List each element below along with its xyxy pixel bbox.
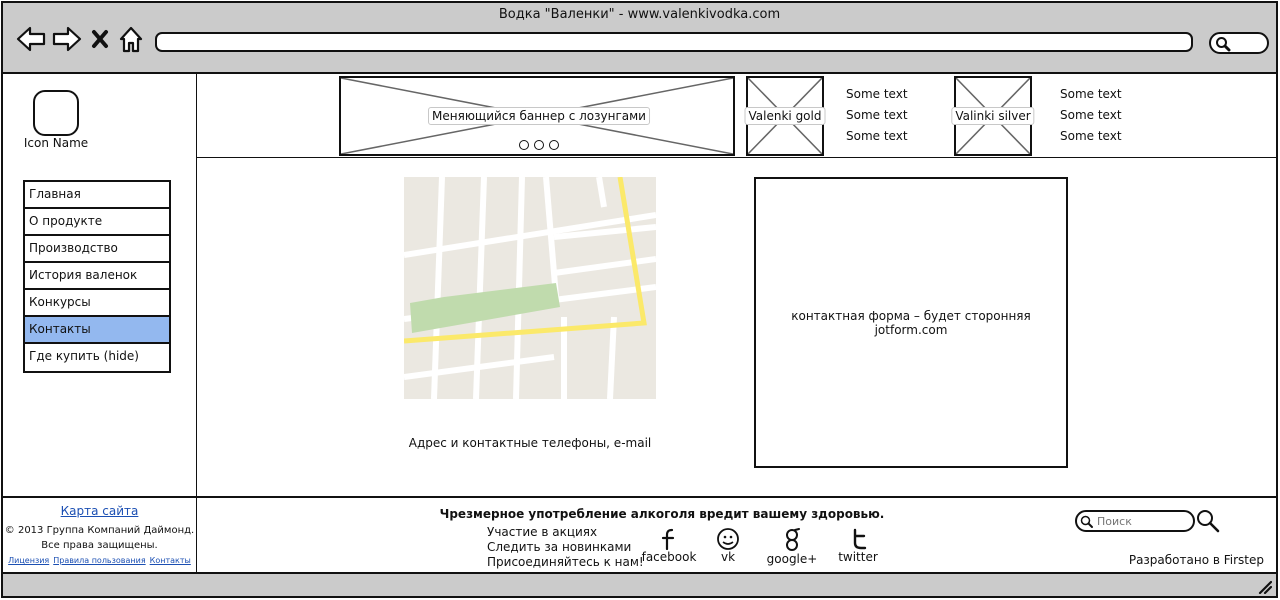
home-icon xyxy=(118,25,144,53)
social-vk[interactable] xyxy=(706,528,750,564)
browser-window xyxy=(1,1,1278,598)
stop-button[interactable] xyxy=(88,23,112,55)
forward-button[interactable] xyxy=(51,23,83,55)
product-silver-text: Some text xyxy=(1060,87,1122,101)
product-gold-label: Valenki gold xyxy=(745,107,826,125)
banner-dot[interactable] xyxy=(534,140,544,150)
product-silver-image[interactable] xyxy=(954,76,1032,156)
google-plus-icon xyxy=(782,528,802,552)
footer-link-news[interactable]: Следить за новинками xyxy=(487,540,632,554)
product-gold-texts xyxy=(846,84,908,147)
nav-item-contests[interactable]: Конкурсы xyxy=(25,290,169,317)
map-icon xyxy=(404,177,656,399)
product-gold-image[interactable] xyxy=(746,76,824,156)
address-bar[interactable] xyxy=(155,32,1193,52)
product-gold-text: Some text xyxy=(846,87,908,101)
search-icon xyxy=(1080,515,1094,529)
sitemap-link[interactable]: Карта сайта xyxy=(60,504,139,518)
resize-grip-icon[interactable] xyxy=(1256,578,1272,594)
twitter-label: twitter xyxy=(838,550,878,564)
footer-search-box xyxy=(1075,510,1195,532)
twitter-icon xyxy=(847,528,869,550)
main-nav xyxy=(23,180,171,373)
footer-search-input[interactable] xyxy=(1097,514,1189,528)
product-gold-text: Some text xyxy=(846,108,908,122)
window-title: Водка "Валенки" - www.valenkivodka.com xyxy=(498,7,781,22)
terms-link[interactable]: Правила пользования xyxy=(53,556,146,565)
contact-form-placeholder[interactable] xyxy=(754,177,1068,468)
logo-icon[interactable] xyxy=(33,90,79,136)
copyright xyxy=(3,523,196,553)
vk-icon xyxy=(716,528,740,550)
copyright-line: © 2013 Группа Компаний Даймонд. xyxy=(4,525,195,536)
social-google[interactable] xyxy=(761,528,823,566)
copyright-line: Все права защищены. xyxy=(41,540,158,551)
home-button[interactable] xyxy=(115,23,147,55)
facebook-label: facebook xyxy=(641,550,697,564)
logo-name: Icon Name xyxy=(23,136,89,150)
footer-links xyxy=(487,525,644,570)
browser-toolbar xyxy=(3,3,1276,74)
back-button[interactable] xyxy=(15,23,47,55)
footer-link-join[interactable]: Присоединяйтесь к нам! xyxy=(487,555,644,569)
product-silver-text: Some text xyxy=(1060,129,1122,143)
developer-credit: Разработано в Firstep xyxy=(1128,553,1264,567)
header-divider xyxy=(197,157,1278,158)
status-bar xyxy=(3,572,1276,596)
sidebar xyxy=(3,74,197,498)
health-warning: Чрезмерное употребление алкоголя вредит вашему здоровью. xyxy=(439,507,885,521)
social-facebook[interactable] xyxy=(639,528,699,564)
license-link[interactable]: Лицензия xyxy=(8,556,50,565)
social-twitter[interactable] xyxy=(833,528,883,564)
magnifier-icon xyxy=(1195,508,1221,534)
google-label: google+ xyxy=(766,552,818,566)
browser-search-button[interactable] xyxy=(1209,32,1269,54)
nav-item-contacts[interactable]: Контакты xyxy=(25,317,169,344)
nav-item-where-to-buy[interactable]: Где купить (hide) xyxy=(25,344,169,371)
banner-dot[interactable] xyxy=(519,140,529,150)
map-caption: Адрес и контактные телефоны, e-mail xyxy=(408,436,652,450)
nav-item-home[interactable]: Главная xyxy=(25,182,169,209)
product-gold-text: Some text xyxy=(846,129,908,143)
nav-item-history[interactable]: История валенок xyxy=(25,263,169,290)
slogan-banner[interactable] xyxy=(339,76,735,156)
contacts-link[interactable]: Контакты xyxy=(149,556,191,565)
nav-item-about[interactable]: О продукте xyxy=(25,209,169,236)
back-arrow-icon xyxy=(16,26,46,52)
location-map[interactable] xyxy=(404,177,656,399)
banner-dot[interactable] xyxy=(549,140,559,150)
nav-item-production[interactable]: Производство xyxy=(25,236,169,263)
banner-label: Меняющийся баннер с лозунгами xyxy=(428,107,650,125)
product-silver-text: Some text xyxy=(1060,108,1122,122)
legal-links xyxy=(3,556,196,565)
facebook-icon xyxy=(659,528,679,550)
product-silver-label: Valinki silver xyxy=(951,107,1034,125)
forward-arrow-icon xyxy=(52,26,82,52)
vk-label: vk xyxy=(720,550,736,564)
close-icon xyxy=(91,29,109,49)
footer-left xyxy=(3,498,197,574)
product-silver-texts xyxy=(1060,84,1122,147)
contact-form-label: контактная форма – будет сторонняя jotform.com xyxy=(791,308,1031,337)
footer-link-promotions[interactable]: Участие в акциях xyxy=(487,525,598,539)
banner-pager xyxy=(519,140,559,150)
search-icon xyxy=(1215,36,1231,52)
footer-search-button[interactable] xyxy=(1195,508,1221,534)
